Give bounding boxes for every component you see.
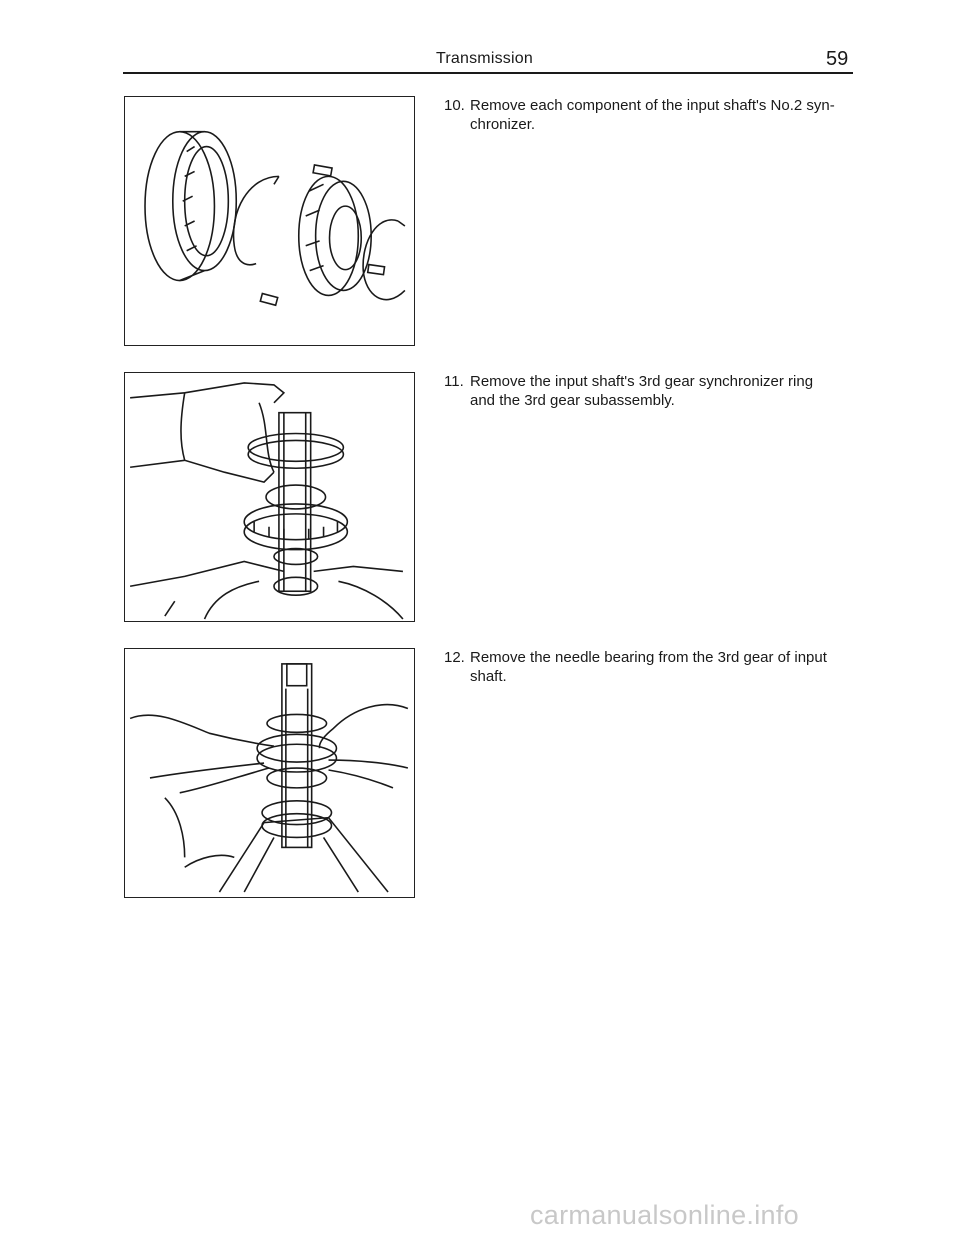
page-number: 59 bbox=[826, 48, 849, 70]
step-10-text-cont: chronizer. bbox=[470, 116, 536, 133]
step-12-text: Remove the needle bearing from the 3rd gear of input bbox=[470, 649, 827, 666]
step-12 bbox=[444, 648, 854, 686]
step-12-number: 12. bbox=[444, 649, 465, 666]
header-rule bbox=[123, 72, 853, 74]
step-10 bbox=[444, 96, 854, 134]
step-12-text-cont: shaft. bbox=[470, 668, 507, 685]
step-10-text: Remove each component of the input shaft's No.2 syn- bbox=[470, 97, 835, 114]
step-10-number: 10. bbox=[444, 97, 465, 114]
remove-3rd-gear-illustration bbox=[125, 373, 414, 621]
page-title: Transmission bbox=[436, 50, 533, 67]
step-11-text: Remove the input shaft's 3rd gear synchronizer ring bbox=[470, 373, 814, 390]
step-11-number: 11. bbox=[444, 373, 464, 390]
figure-remove-needle-bearing bbox=[124, 648, 415, 898]
watermark: carmanualsonline.info bbox=[530, 1200, 799, 1230]
step-11 bbox=[444, 372, 854, 410]
figure-remove-3rd-gear bbox=[124, 372, 415, 622]
step-11-text-cont: and the 3rd gear subassembly. bbox=[470, 392, 675, 409]
remove-needle-bearing-illustration bbox=[125, 649, 414, 897]
figure-synchronizer-parts bbox=[124, 96, 415, 346]
synchronizer-parts-illustration bbox=[125, 97, 414, 345]
